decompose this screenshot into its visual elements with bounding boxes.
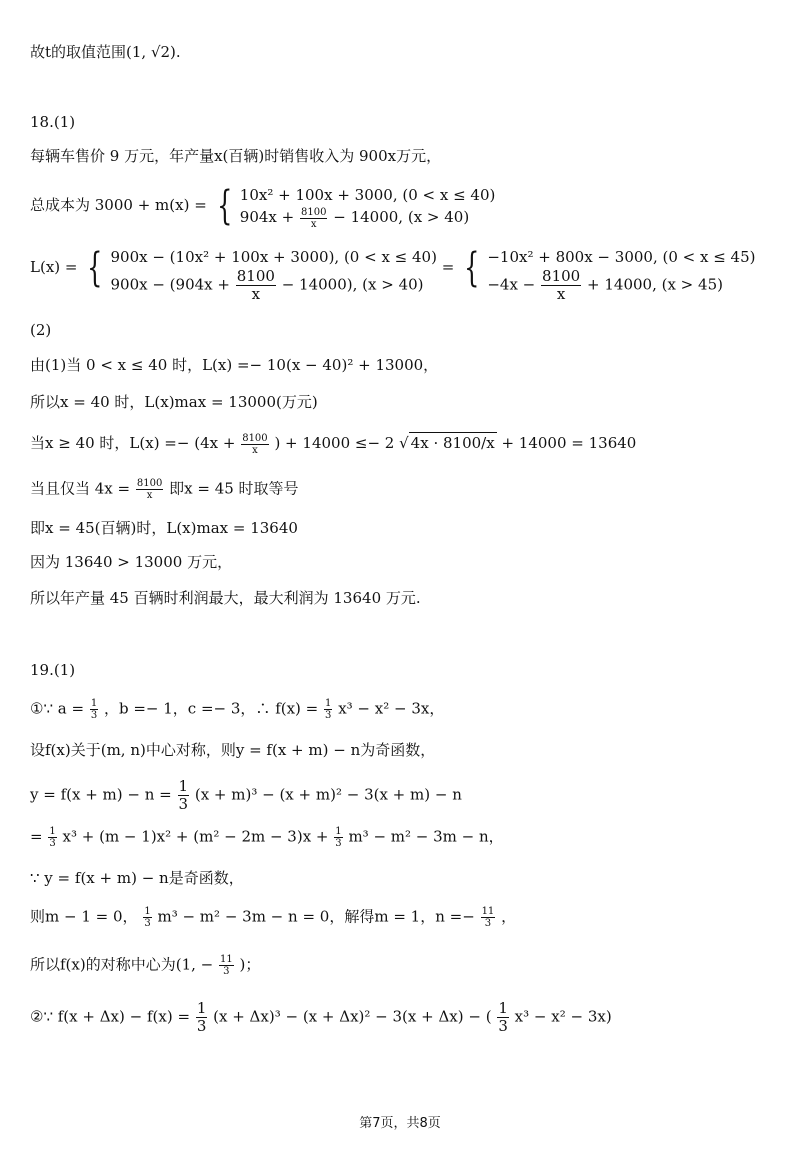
case-row: −10x² + 800x − 3000, (0 < x ≤ 45)	[487, 248, 756, 266]
fraction	[48, 826, 56, 849]
cost-formula	[30, 184, 495, 228]
numerator: 8100	[136, 478, 163, 489]
text-part: )；	[239, 955, 261, 974]
fraction	[236, 268, 276, 303]
text-part: ) + 14000 ≤− 2	[274, 434, 395, 452]
fraction	[497, 1000, 509, 1035]
numerator: 8100	[242, 432, 268, 444]
text-part: 即x = 45 时取等号	[169, 479, 299, 498]
numerator: 1	[335, 826, 342, 837]
fraction	[324, 698, 332, 721]
denominator: 3	[223, 966, 230, 977]
denominator: x	[251, 285, 261, 303]
denominator: 3	[196, 1017, 207, 1035]
text-part: ，	[501, 907, 517, 926]
text-part: x³ + (m − 1)x² + (m² − 2m − 3)x +	[62, 827, 329, 846]
denominator: 3	[144, 918, 151, 929]
case-text: 904x +	[239, 208, 295, 226]
text-part: 则m − 1 = 0，	[30, 907, 138, 926]
text-part: (x + Δx)³ − (x + Δx)² − 3(x + Δx) − (	[213, 1007, 492, 1026]
text-line	[30, 1000, 612, 1035]
denominator: x	[310, 218, 317, 230]
text-line: 由(1)当 0 < x ≤ 40 时，L(x) =− 10(x − 40)² + 13000，	[30, 356, 439, 374]
text-part: ②∵ f(x + Δx) − f(x) =	[30, 1007, 191, 1026]
fraction	[300, 207, 327, 230]
brace-icon: {	[87, 245, 103, 291]
subpart-number: (2)	[30, 321, 52, 339]
text-part: x³ − x² − 3x)	[514, 1007, 612, 1026]
denominator: x	[252, 444, 258, 456]
numerator: 1	[90, 698, 98, 709]
denominator: 3	[335, 838, 342, 849]
numerator: 1	[498, 999, 508, 1017]
text-line: 设f(x)关于(m, n)中心对称，则y = f(x + m) − n为奇函数，	[30, 741, 436, 759]
numerator: 8100	[301, 206, 327, 218]
fraction	[481, 906, 496, 929]
case-text: −4x −	[487, 275, 536, 294]
denominator: 3	[49, 838, 56, 849]
text-part: m³ − m² − 3m − n，	[348, 827, 504, 846]
piecewise-cases	[110, 246, 437, 303]
text-line: 即x = 45(百辆)时，L(x)max = 13640	[30, 519, 298, 537]
text-line	[30, 778, 462, 813]
text-line: ∵ y = f(x + m) − n是奇函数，	[30, 869, 244, 887]
fraction	[334, 826, 342, 849]
piecewise-cases	[240, 184, 496, 228]
text-line: 所以x = 40 时，L(x)max = 13000(万元)	[30, 393, 318, 411]
text-part: + 14000 = 13640	[501, 434, 637, 452]
text-part: 当且仅当 4x =	[30, 479, 131, 498]
inequality-line	[30, 432, 636, 456]
sqrt-icon: √	[399, 434, 409, 452]
text-part: =	[30, 827, 43, 846]
text-part: y = f(x + m) − n =	[30, 785, 172, 804]
text-line	[30, 698, 444, 721]
case-row: 10x² + 100x + 3000, (0 < x ≤ 40)	[239, 186, 496, 204]
text-part: m³ − m² − 3m − n = 0，解得m = 1，n =−	[157, 907, 475, 926]
text-line: 故t的取值范围(1, √2).	[30, 43, 181, 61]
text-line	[30, 954, 260, 977]
case-text: − 14000), (x > 40)	[281, 275, 424, 294]
denominator: 3	[178, 795, 189, 813]
denominator: x	[556, 285, 566, 303]
text-part: x³ − x² − 3x，	[338, 699, 445, 718]
fraction	[196, 1000, 208, 1035]
numerator: 1	[144, 906, 151, 917]
question-number: 19.(1)	[30, 661, 76, 679]
case-row	[110, 267, 436, 303]
text-part: ①∵ a =	[30, 699, 85, 718]
text-line: 每辆车售价 9 万元，年产量x(百辆)时销售收入为 900x万元，	[30, 147, 442, 165]
brace-icon: {	[464, 245, 480, 291]
denominator: 3	[90, 710, 98, 721]
denominator: 3	[484, 918, 492, 929]
numerator: 1	[178, 777, 189, 795]
denominator: 3	[325, 710, 332, 721]
fraction	[143, 906, 151, 929]
fraction	[241, 433, 268, 456]
question-number: 18.(1)	[30, 113, 76, 131]
text-line	[30, 906, 516, 929]
fraction	[178, 778, 190, 813]
formula-prefix: 总成本为 3000 + m(x) =	[30, 196, 207, 214]
case-text: + 14000, (x > 45)	[587, 275, 723, 294]
numerator: 1	[196, 999, 207, 1017]
numerator: 11	[481, 906, 495, 917]
denominator: 3	[498, 1017, 508, 1035]
fraction	[90, 698, 98, 721]
case-row	[240, 206, 496, 228]
denominator: x	[146, 490, 153, 501]
numerator: 8100	[542, 267, 581, 285]
case-text: 900x − (904x +	[110, 275, 230, 294]
text-line	[30, 826, 504, 849]
fraction	[541, 268, 581, 303]
sqrt-content: 4x · 8100/x	[410, 434, 495, 452]
text-line	[30, 478, 299, 501]
formula-prefix: L(x) =	[30, 258, 78, 276]
brace-icon: {	[216, 183, 232, 229]
equals-sign: =	[441, 258, 455, 276]
profit-formula	[30, 245, 756, 303]
piecewise-cases	[487, 246, 756, 303]
case-text: − 14000, (x > 40)	[333, 208, 470, 226]
numerator: 11	[220, 954, 233, 965]
numerator: 1	[49, 826, 56, 837]
case-row: 900x − (10x² + 100x + 3000), (0 < x ≤ 40)	[110, 248, 437, 266]
text-part: (x + m)³ − (x + m)² − 3(x + m) − n	[194, 785, 462, 804]
numerator: 8100	[236, 267, 275, 285]
text-line: 因为 13640 > 13000 万元，	[30, 553, 233, 571]
text-part: ，b =− 1，c =− 3，∴ f(x) =	[103, 699, 319, 718]
case-row	[487, 267, 755, 303]
page-footer: 第7页，共8页	[359, 1116, 441, 1131]
text-part: 当x ≥ 40 时，L(x) =− (4x +	[30, 434, 236, 452]
text-line: 所以年产量 45 百辆时利润最大，最大利润为 13640 万元.	[30, 589, 421, 607]
fraction	[219, 954, 234, 977]
text-part: 所以f(x)的对称中心为(1, −	[30, 955, 214, 974]
numerator: 1	[325, 698, 332, 709]
fraction	[136, 478, 163, 501]
